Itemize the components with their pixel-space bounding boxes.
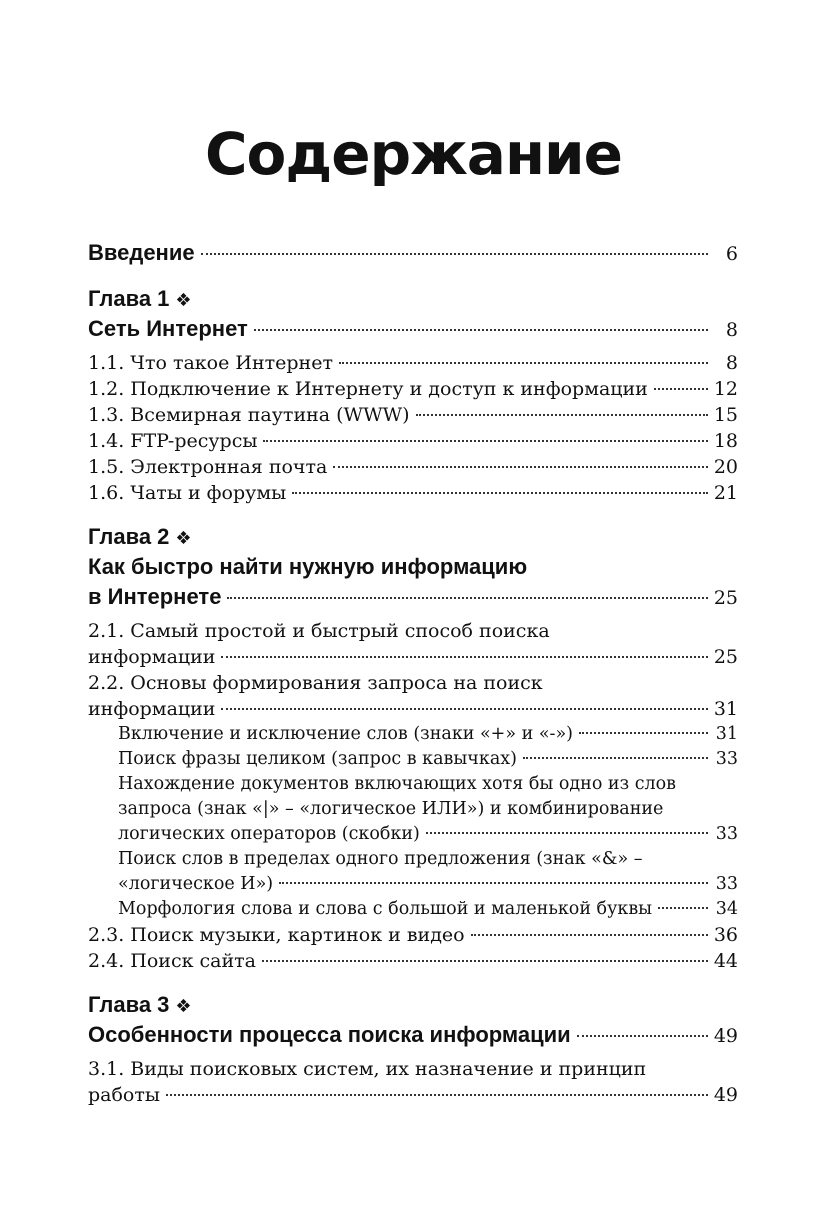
toc-entry-label: информации	[88, 646, 216, 668]
dot-leader	[221, 708, 707, 710]
dot-leader	[658, 907, 708, 909]
dot-leader	[339, 362, 708, 364]
toc-entry-line: 2.1. Самый простой и быстрый способ поиска	[88, 620, 550, 642]
chapter-number: Глава 3	[88, 992, 170, 1017]
toc-page-number: 25	[713, 646, 738, 668]
toc-page-number: 33	[715, 874, 738, 894]
dot-leader	[523, 757, 708, 759]
toc-entry-chapter[interactable]	[88, 582, 738, 612]
toc-entry-label: 1.1. Что такое Интернет	[88, 352, 333, 374]
toc-subentry-line: Нахождение документов включающих хотя бы одно из слов	[118, 774, 677, 794]
toc-page-number: 36	[713, 924, 738, 946]
toc-subentry-line: Поиск слов в пределах одного предложения (знак «&» –	[118, 849, 643, 869]
toc-page-number: 8	[725, 319, 738, 341]
toc-entry[interactable]	[88, 1082, 738, 1108]
toc-page-number: 49	[713, 1025, 738, 1047]
dot-leader	[221, 656, 707, 658]
dot-leader	[292, 492, 708, 494]
toc-subentry[interactable]	[88, 822, 738, 847]
toc-page-number: 6	[725, 243, 738, 265]
dot-leader	[654, 388, 708, 390]
toc-entry[interactable]	[88, 644, 738, 670]
toc-entry-label: в Интернете	[88, 584, 222, 609]
dot-leader	[579, 732, 708, 734]
toc-page-number: 25	[713, 587, 738, 609]
toc-entry[interactable]	[88, 696, 738, 722]
chapter-label	[88, 522, 738, 552]
toc-entry-label: 1.3. Всемирная паутина (WWW)	[88, 404, 410, 426]
toc-entry-label: Сеть Интернет	[88, 316, 248, 341]
toc-entry[interactable]	[88, 948, 738, 974]
toc-subentry[interactable]	[88, 872, 738, 897]
dot-leader	[279, 882, 708, 884]
toc-entry-label: Включение и исключение слов (знаки «+» и «-»)	[118, 724, 573, 744]
toc-entry-label: 2.3. Поиск музыки, картинок и видео	[88, 924, 465, 946]
toc-entry-label: Поиск фразы целиком (запрос в кавычках)	[118, 749, 517, 769]
page-title: Содержание	[204, 120, 622, 188]
toc-entry-label: информации	[88, 698, 216, 720]
toc-entry-intro[interactable]	[88, 238, 738, 268]
toc-entry[interactable]	[88, 428, 738, 454]
toc-entry-label: логических операторов (скобки)	[118, 824, 420, 844]
dot-leader	[471, 934, 708, 936]
toc-page-number: 31	[713, 698, 738, 720]
toc-entry-label: 1.5. Электронная почта	[88, 456, 328, 478]
toc-page-number: 20	[713, 456, 738, 478]
toc-page-number: 33	[715, 824, 738, 844]
toc-entry-label: Особенности процесса поиска информации	[88, 1022, 571, 1047]
diamond-ornament-icon: ❖	[175, 528, 192, 549]
toc-entry-label: работы	[88, 1084, 161, 1106]
dot-leader	[201, 253, 708, 255]
chapter-label	[88, 990, 738, 1020]
toc-entry[interactable]	[88, 402, 738, 428]
toc-entry-label: 1.6. Чаты и форумы	[88, 482, 287, 504]
toc-subentry[interactable]	[88, 897, 738, 922]
dot-leader	[426, 832, 708, 834]
dot-leader	[416, 414, 708, 416]
toc-page-number: 44	[713, 950, 738, 972]
toc-entry-label: 1.4. FTP-ресурсы	[88, 430, 258, 452]
toc-entry[interactable]	[88, 480, 738, 506]
toc-entry-label: Морфология слова и слова с большой и маленькой буквы	[118, 899, 653, 919]
toc-entry-label: «логическое И»)	[118, 874, 274, 894]
toc-entry-label: Введение	[88, 240, 195, 265]
toc-page-number: 33	[715, 749, 738, 769]
diamond-ornament-icon: ❖	[175, 996, 192, 1017]
toc-subentry[interactable]	[88, 747, 738, 772]
toc-entry-chapter[interactable]	[88, 314, 738, 344]
chapter-number: Глава 2	[88, 524, 170, 549]
toc-entry[interactable]	[88, 454, 738, 480]
toc-page-number: 49	[713, 1084, 738, 1106]
toc-page-number: 21	[713, 482, 738, 504]
table-of-contents	[88, 238, 738, 1108]
toc-entry-label: 2.4. Поиск сайта	[88, 950, 256, 972]
toc-page-number: 8	[725, 352, 738, 374]
toc-entry-chapter[interactable]	[88, 1020, 738, 1050]
toc-entry-label: 1.2. Подключение к Интернету и доступ к информации	[88, 378, 648, 400]
toc-page-number: 34	[715, 899, 738, 919]
toc-page-number: 18	[713, 430, 738, 452]
toc-entry-line: 3.1. Виды поисковых систем, их назначение и принцип	[88, 1058, 647, 1080]
toc-subentry-line: запроса (знак «|» – «логическое ИЛИ») и комбинирование	[118, 799, 664, 819]
toc-page-number: 12	[713, 378, 738, 400]
diamond-ornament-icon: ❖	[175, 290, 192, 311]
dot-leader	[227, 597, 707, 599]
toc-entry[interactable]	[88, 922, 738, 948]
toc-page-number: 15	[713, 404, 738, 426]
dot-leader	[166, 1094, 708, 1096]
dot-leader	[254, 329, 708, 331]
toc-subentry[interactable]	[88, 722, 738, 747]
chapter-heading-line: Как быстро найти нужную информацию	[88, 554, 528, 579]
chapter-label	[88, 284, 738, 314]
toc-page-number: 31	[715, 724, 738, 744]
toc-entry[interactable]	[88, 350, 738, 376]
dot-leader	[577, 1035, 708, 1037]
dot-leader	[263, 440, 707, 442]
dot-leader	[262, 960, 708, 962]
chapter-number: Глава 1	[88, 286, 170, 311]
toc-entry-line: 2.2. Основы формирования запроса на поиск	[88, 672, 543, 694]
toc-entry[interactable]	[88, 376, 738, 402]
dot-leader	[333, 466, 707, 468]
